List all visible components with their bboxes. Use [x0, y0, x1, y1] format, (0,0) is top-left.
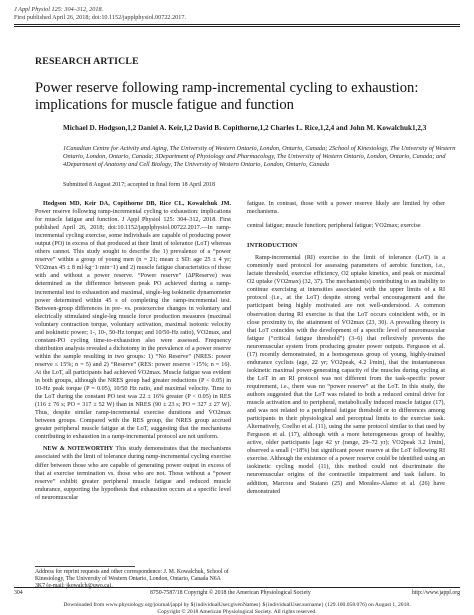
footer-rule — [14, 587, 460, 588]
abstract-citation-authors: Hodgson MD, Keir DA, Copithorne DB, Rice CL, Kowalchuk JM. — [43, 201, 231, 207]
left-column — [35, 200, 231, 502]
article-title: Power reserve following ramp-incremental cycling to exhaustion: implications for muscle fatigue and function — [35, 80, 419, 113]
page-number: 304 — [14, 590, 23, 596]
journal-citation-line: J Appl Physiol 125: 304–312, 2018. — [14, 6, 104, 13]
first-published-line: First published April 26, 2018; doi:10.1152/japplphysiol.00722.2017. — [14, 14, 186, 21]
issn-copyright-line: 8750-7587/18 Copyright © 2018 the American Physiological Society — [150, 590, 311, 596]
submission-dates: Submitted 8 August 2017; accepted in final form 18 April 2018 — [63, 182, 215, 188]
footnote-rule — [35, 566, 135, 567]
author-list: Michael D. Hodgson,1,2 Daniel A. Keir,1,2 David B. Copithorne,1,2 Charles L. Rice,1,2,4 and John M. Kowalchuk1,2,3 — [63, 124, 427, 132]
abstract-text: Power reserve following ramp-incremental cycling to exhaustion: implications for muscle fatigue and function. J Appl Physiol 125: 304–312, 2018. First published April 26, 2018; doi:10.1152/japplphysiol.00722.2017.—In ramp-incremental cycling exercise, some individuals are capable of producing power output (PO) in excess of that produced at their limit of tolerance (LoT) whereas others cannot. This study sought to describe the 1) prevalence of a “power reserve” within a group of young men (n = 21; mean ± SD: age 25 ± 4 yr; V̇O2max 45 ± 8 ml·kg−1·min−1) and 2) muscle fatigue characteristics of those with and without a power reserve. “Power reserve” (ΔPReserve) was determined as the difference between peak PO achieved during a ramp-incremental test to exhaustion and maximal, single-leg isokinetic dynamometer power determined within 45 s of completing the ramp-incremental test. Between-group differences in pre- vs. postexercise changes in voluntary and electrically stimulated single-leg muscle force production measures (maximal voluntary contraction torque, voluntary activation, maximal isotonic velocity and isokinetic power; 1-, 10-, 50-Hz torque; and 10/50-Hz ratio), V̇O2max, and constant-PO cycling time-to-exhaustion also were assessed. Frequency distribution analysis revealed a dichotomy in the prevalence of a power reserve within the sample resulting in two groups: 1) “No Reserve” (NRES: power reserve ≤ 15%; n = 5) and 2) “Reserve” (RES: power reserve >15%; n = 16). At the LoT, all participants had achieved V̇O2max. Muscle fatigue was evident in both groups, although the NRES group had greater reductions (P < 0.05) in 10-Hz peak torque (P = 0.05), 10/50 Hz ratio, and maximal velocity. Time to the LoT during the constant PO test was 22 ± 16% greater (P < 0.05) in RES (116 ± 76 s; PO = 317 ± 52 W) than in NRES (90 ± 23 s; PO = 327 ± 27 W). Thus, despite similar ramp-incremental exercise durations and V̇O2max between groups. Compared with the RES group, the NRES group accrued greater peripheral muscle fatigue at the LoT, suggesting that the mechanisms contributing to exhaustion in a ramp-incremental protocol are not uniform. — [35, 209, 231, 441]
header-rule — [14, 24, 460, 25]
section-label: RESEARCH ARTICLE — [35, 56, 139, 67]
download-line: Downloaded from www.physiology.org/journal/jappl by ${individualUser.givenNames} ${individualUser.surname} (129.100.058.076) on August 1, 2018. — [63, 602, 411, 608]
copyright-line: Copyright © 2018 American Physiological Society. All rights reserved. — [157, 608, 317, 615]
keywords: central fatigue; muscle function; peripheral fatigue; V̇O2max; exercise — [247, 223, 421, 230]
introduction-heading: INTRODUCTION — [247, 242, 298, 250]
new-noteworthy-label: NEW & NOTEWORTHY — [43, 446, 114, 453]
download-notice — [14, 602, 460, 615]
journal-header — [14, 6, 186, 22]
abstract-continuation: fatigue. In contrast, those with a power reserve likely are limited by other mechanisms. — [247, 201, 445, 216]
correspondence-footnote: Address for reprint requests and other correspondence: J. M. Kowalchuk, School of Kinesiology, The University of Western Ontario, London, Ontario, Canada N6A 3K7 (e-mail: jkowalch@uwo.ca). — [35, 569, 229, 589]
right-column — [247, 200, 445, 496]
abstract — [35, 200, 231, 441]
new-noteworthy — [35, 445, 231, 501]
new-noteworthy-text: This study demonstrates that the mechanisms associated with the limit of tolerance during ramp-incremental cycling exercise differ between those who are capable of generating power output in excess of that at exercise termination vs. those who are not. Those without a “power reserve” exhibit greater peripheral muscle fatigue and reduced muscle endurance, supporting the hypothesis that exhaustion occurs at a specific level of neuromuscular — [35, 446, 231, 501]
affiliations: 1Canadian Centre for Activity and Aging, The University of Western Ontario, London, Ontario, Canada; 2School of Kinesiology, The University of Western Ontario, London, Ontario, Canada; 3Department of Physiology and Pharmacology, The University of Western Ontario, London, Ontario, Canada; and 4Department of Anatomy and Cell Biology, The University of Western Ontario, London, Ontario, Canada — [63, 145, 456, 169]
introduction-text: Ramp-incremental (RI) exercise to the limit of tolerance (LoT) is a commonly used protocol for assessing parameters of aerobic function, i.e., lactate threshold, exercise efficiency, O2 uptake kinetics, and peak or maximal O2 uptake (V̇O2max) (32, 37). The mechanism(s) contributing to an inability to continue exercising at intensities associated with the upper limits of a RI protocol (i.e., at the LoT) despite strong verbal encouragement and the participant being highly motivated are not well-understood. A common observation during RI exercise is that the LoT occurs coincident with, or in close proximity to, the attainment of V̇O2max (23, 30). A prevailing theory is that LoT coincides with the development of a specific level of neuromuscular fatigue (“critical fatigue threshold”) (3–6) that reflexively prevents the neuromuscular system from producing greater power outputs. Ferguson et al. (17) recently demonstrated, in a homogenous group of young, highly-trained endurance cyclists (age, 22 yr; V̇O2peak, 4.2 l/min), that the instantaneous isokinetic maximal power-generating capacity of the muscles during cycling at the LoT in an RI protocol was not different from the task-specific power requirement, i.e., there was no “power reserve” at the LoT. In this study, the authors suggested that the LoT was related to both a reduced central drive for muscle activation and to peripheral, metabolically induced muscle fatigue (17), and was not related to a peripheral fatigue threshold or to differences among participants in their physiological and perceptual limits to the exercise task. Alternatively, Coelho et al. (11), using the same protocol similar to that used by Ferguson et al. (17), although with a more heterogeneous group of healthy, active, older participants [age 42 yr (range, 29–72 yr); V̇O2peak 3.2 l/min], observed a small (~18%) but significant power reserve at the LoT following RI exercise. Although the existence of a power reserve could be identified using an isokinetic cycling model (11), this method could not discriminate the neuromuscular origins of the contractile impairment and task failure. In addition, Marcora and Staiano (25) and Morales-Alamo et al. (26) have demonstrated — [247, 255, 445, 495]
journal-url[interactable]: http://www.jappl.org — [411, 590, 460, 596]
header-rule-2 — [14, 26, 460, 27]
